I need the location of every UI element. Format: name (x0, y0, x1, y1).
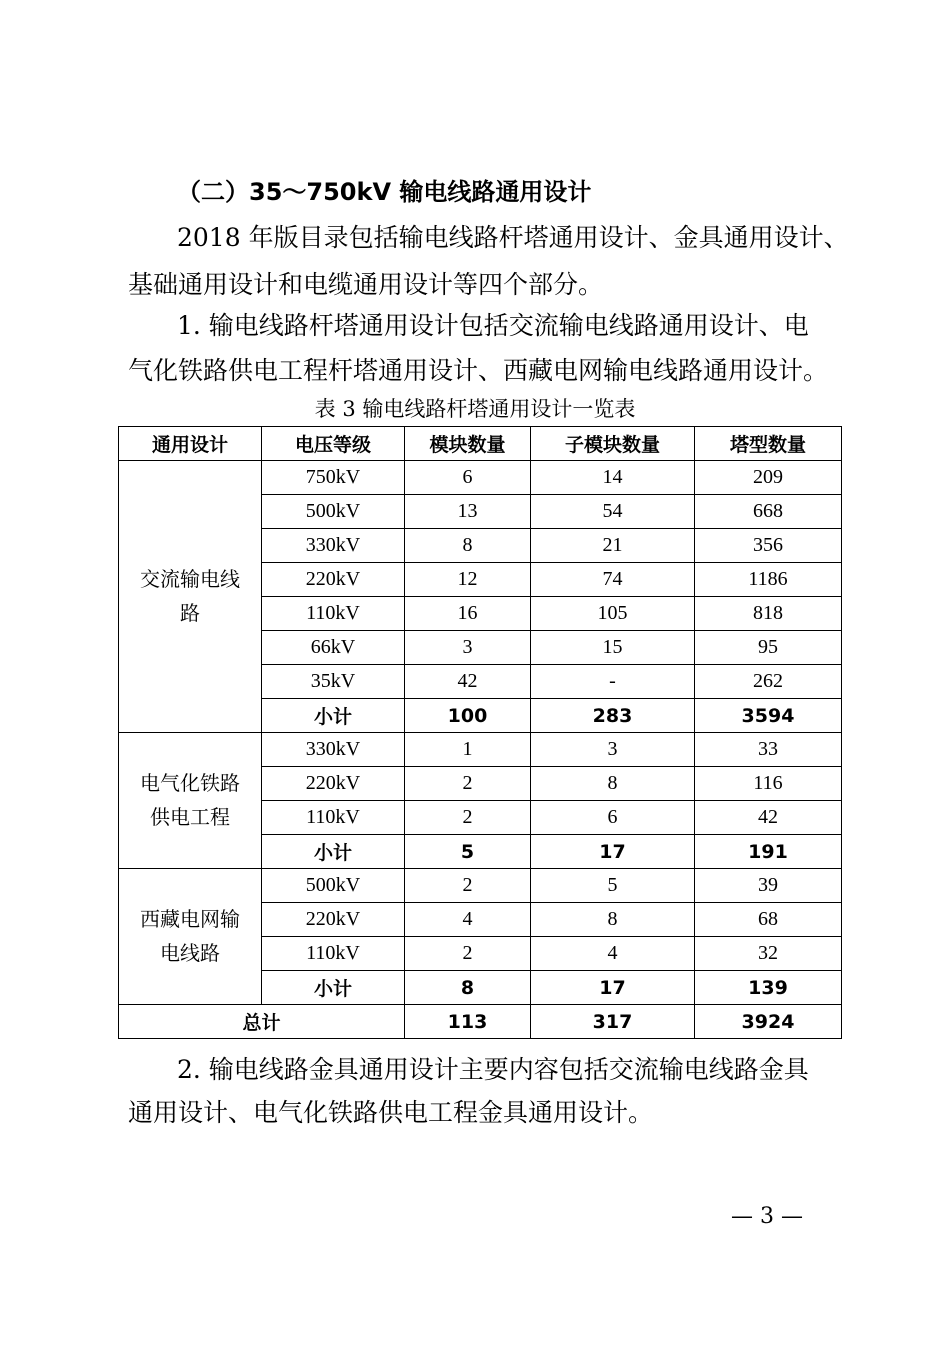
voltage-cell: 500kV (262, 869, 405, 903)
modules-cell: 4 (405, 903, 531, 937)
subtotal-label: 小计 (262, 971, 405, 1005)
submodules-cell: 3 (531, 733, 695, 767)
group-cell-tibet (119, 869, 262, 1005)
voltage-cell: 110kV (262, 937, 405, 971)
voltage-cell: 66kV (262, 631, 405, 665)
header-modules: 模块数量 (405, 427, 531, 461)
modules-cell: 6 (405, 461, 531, 495)
modules-cell: 2 (405, 767, 531, 801)
submodules-cell: 5 (531, 869, 695, 903)
paragraph1-line2: 基础通用设计和电缆通用设计等四个部分。 (128, 270, 604, 299)
modules-cell: 2 (405, 801, 531, 835)
submodules-cell: - (531, 665, 695, 699)
paragraph3-line1: 2. 输电线路金具通用设计主要内容包括交流输电线路金具 (177, 1055, 809, 1084)
modules-cell: 16 (405, 597, 531, 631)
voltage-cell: 220kV (262, 903, 405, 937)
group-name-line2: 路 (180, 602, 200, 625)
modules-cell: 1 (405, 733, 531, 767)
subtotal-modules: 5 (405, 835, 531, 869)
group-name-line1: 交流输电线 (140, 568, 240, 591)
subtotal-submodules: 283 (531, 699, 695, 733)
total-submodules: 317 (531, 1005, 695, 1039)
towers-cell: 32 (695, 937, 842, 971)
tower-design-table (118, 426, 842, 1039)
towers-cell: 39 (695, 869, 842, 903)
towers-cell: 356 (695, 529, 842, 563)
voltage-cell: 500kV (262, 495, 405, 529)
towers-cell: 68 (695, 903, 842, 937)
towers-cell: 42 (695, 801, 842, 835)
modules-cell: 42 (405, 665, 531, 699)
voltage-cell: 110kV (262, 597, 405, 631)
subtotal-submodules: 17 (531, 971, 695, 1005)
subtotal-modules: 100 (405, 699, 531, 733)
subtotal-label: 小计 (262, 835, 405, 869)
voltage-cell: 220kV (262, 563, 405, 597)
modules-cell: 12 (405, 563, 531, 597)
submodules-cell: 6 (531, 801, 695, 835)
towers-cell: 668 (695, 495, 842, 529)
submodules-cell: 4 (531, 937, 695, 971)
group-cell-railway (119, 733, 262, 869)
table-row (119, 461, 842, 495)
group-cell-ac (119, 461, 262, 733)
paragraph3-line2: 通用设计、电气化铁路供电工程金具通用设计。 (128, 1098, 654, 1127)
table-header-row (119, 427, 842, 461)
group-name-line1: 电气化铁路 (140, 772, 240, 795)
subtotal-towers: 3594 (695, 699, 842, 733)
section-heading: （二）35～750kV 输电线路通用设计 (177, 178, 592, 206)
paragraph2-line2: 气化铁路供电工程杆塔通用设计、西藏电网输电线路通用设计。 (128, 356, 829, 385)
voltage-cell: 750kV (262, 461, 405, 495)
total-row (119, 1005, 842, 1039)
modules-cell: 8 (405, 529, 531, 563)
subtotal-label: 小计 (262, 699, 405, 733)
towers-cell: 95 (695, 631, 842, 665)
voltage-cell: 35kV (262, 665, 405, 699)
header-design: 通用设计 (119, 427, 262, 461)
submodules-cell: 54 (531, 495, 695, 529)
subtotal-towers: 139 (695, 971, 842, 1005)
submodules-cell: 15 (531, 631, 695, 665)
modules-cell: 3 (405, 631, 531, 665)
submodules-cell: 74 (531, 563, 695, 597)
modules-cell: 2 (405, 869, 531, 903)
submodules-cell: 14 (531, 461, 695, 495)
modules-cell: 2 (405, 937, 531, 971)
header-towers: 塔型数量 (695, 427, 842, 461)
towers-cell: 33 (695, 733, 842, 767)
subtotal-modules: 8 (405, 971, 531, 1005)
table-row (119, 869, 842, 903)
table-caption: 表 3 输电线路杆塔通用设计一览表 (314, 397, 636, 421)
towers-cell: 116 (695, 767, 842, 801)
submodules-cell: 8 (531, 767, 695, 801)
modules-cell: 13 (405, 495, 531, 529)
towers-cell: 262 (695, 665, 842, 699)
subtotal-submodules: 17 (531, 835, 695, 869)
submodules-cell: 8 (531, 903, 695, 937)
total-label: 总计 (119, 1005, 405, 1039)
paragraph2-line1: 1. 输电线路杆塔通用设计包括交流输电线路通用设计、电 (177, 311, 809, 340)
towers-cell: 818 (695, 597, 842, 631)
table-row (119, 733, 842, 767)
group-name-line2: 电线路 (160, 942, 220, 965)
total-modules: 113 (405, 1005, 531, 1039)
voltage-cell: 110kV (262, 801, 405, 835)
voltage-cell: 220kV (262, 767, 405, 801)
group-name-line1: 西藏电网输 (140, 908, 240, 931)
header-voltage: 电压等级 (262, 427, 405, 461)
submodules-cell: 21 (531, 529, 695, 563)
total-towers: 3924 (695, 1005, 842, 1039)
header-submodules: 子模块数量 (531, 427, 695, 461)
subtotal-towers: 191 (695, 835, 842, 869)
towers-cell: 1186 (695, 563, 842, 597)
group-name-line2: 供电工程 (150, 806, 230, 829)
voltage-cell: 330kV (262, 529, 405, 563)
page-number: — 3 — (731, 1204, 803, 1229)
voltage-cell: 330kV (262, 733, 405, 767)
submodules-cell: 105 (531, 597, 695, 631)
paragraph1-line1: 2018 年版目录包括输电线路杆塔通用设计、金具通用设计、 (177, 223, 849, 252)
towers-cell: 209 (695, 461, 842, 495)
